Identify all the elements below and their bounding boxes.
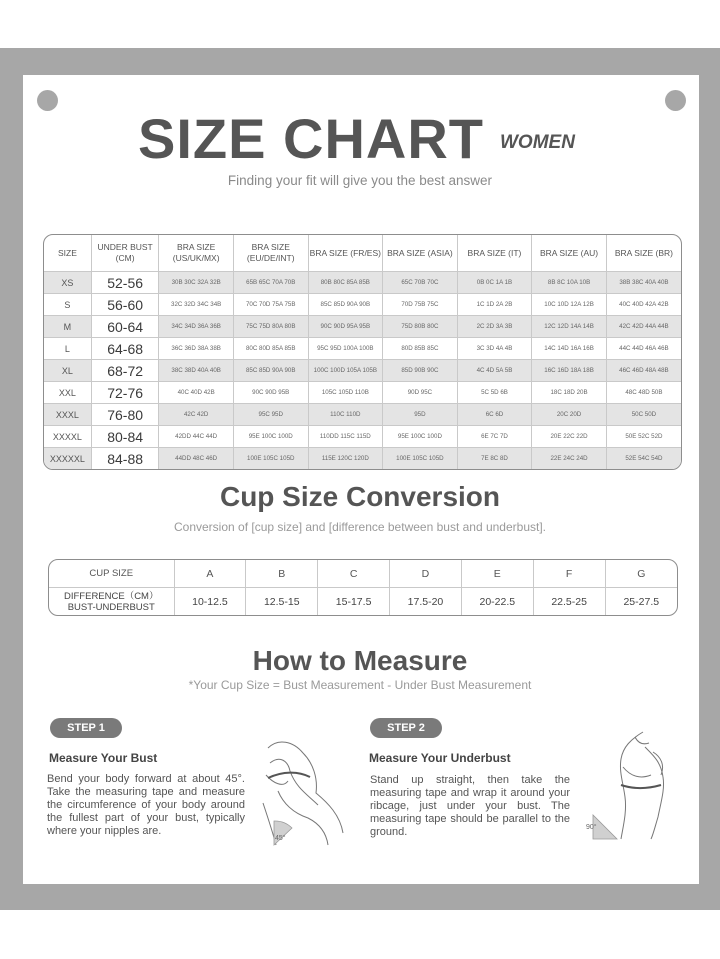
cup-section-title: Cup Size Conversion [219,481,501,512]
size-table-row [44,360,681,382]
bra-size-cell: 65B 65C 70A 70B [233,272,308,294]
bra-size-cell: 95C 95D [233,404,308,426]
bra-size-cell: 3C 3D 4A 4B [457,338,532,360]
bra-size-cell: 50E 52C 52D [606,426,681,448]
step-2-text: Stand up straight, then take the measuring tape and wrap it around your ribcage, just under your bust. The measuring tape should be parallel to the ground. [370,774,570,838]
bra-size-cell: 75D 80B 80C [383,316,458,338]
difference-cell: 12.5-15 [246,588,318,616]
step-1-text: Bend your body forward at about 45°. Take the measuring tape and measure the circumference of your body around the fullest part of your bust, typically where your nipples are. [47,773,245,837]
underbust-measure-illustration-icon [583,727,675,842]
bra-size-cell: 90C 90D 95A 95B [308,316,383,338]
bra-size-cell: 1C 1D 2A 2B [457,294,532,316]
under-bust-cell: 52-56 [91,272,159,294]
size-table-header-cell: SIZE [44,235,91,272]
size-label-cell: XL [44,360,91,382]
bra-size-cell: 18C 18D 20B [532,382,607,404]
size-table-row [44,338,681,360]
cup-size-cell: G [605,560,677,588]
bra-size-cell: 110DD 115C 115D [308,426,383,448]
bra-size-cell: 100E 105C 105D [233,448,308,470]
bra-size-cell: 8B 8C 10A 10B [532,272,607,294]
difference-cell: 17.5-20 [390,588,462,616]
bra-size-cell: 70D 75B 75C [383,294,458,316]
bra-size-cell: 90D 95C [383,382,458,404]
measure-section-subtitle: *Your Cup Size = Bust Measurement - Under Bust Measurement [188,678,532,692]
bra-size-cell: 38B 38C 40A 40B [606,272,681,294]
bra-size-cell: 14C 14D 16A 16B [532,338,607,360]
bra-size-cell: 110C 110D [308,404,383,426]
difference-cell: 20-22.5 [461,588,533,616]
cup-size-label: CUP SIZE [49,560,174,588]
bra-size-cell: 50C 50D [606,404,681,426]
size-table-row [44,404,681,426]
bra-size-cell: 85D 90B 90C [383,360,458,382]
size-table-row [44,316,681,338]
under-bust-cell: 72-76 [91,382,159,404]
cup-size-row [49,560,677,588]
bra-size-cell: 36C 36D 38A 38B [159,338,234,360]
bra-size-cell: 65C 70B 70C [383,272,458,294]
size-table-header-cell: BRA SIZE (US/UK/MX) [159,235,234,272]
bra-size-cell: 16C 16D 18A 18B [532,360,607,382]
pin-right-icon [665,90,686,111]
size-label-cell: XXXXL [44,426,91,448]
bra-size-cell: 7E 8C 8D [457,448,532,470]
size-table-header [44,235,681,272]
size-table-header-cell: BRA SIZE (IT) [457,235,532,272]
bra-size-cell: 90C 90D 95B [233,382,308,404]
bra-size-cell: 2C 2D 3A 3B [457,316,532,338]
bra-size-cell: 100E 105C 105D [383,448,458,470]
under-bust-cell: 84-88 [91,448,159,470]
size-table-header-cell: BRA SIZE (AU) [532,235,607,272]
difference-row [49,588,677,616]
step-2-title: Measure Your Underbust [369,751,511,765]
bra-size-cell: 42C 42D 44A 44B [606,316,681,338]
bra-size-cell: 100C 100D 105A 105B [308,360,383,382]
size-label-cell: XXL [44,382,91,404]
bra-size-cell: 42DD 44C 44D [159,426,234,448]
cup-size-cell: D [390,560,462,588]
bra-size-cell: 12C 12D 14A 14B [532,316,607,338]
size-table-header-cell: BRA SIZE (BR) [606,235,681,272]
size-table-row [44,382,681,404]
cup-section-subtitle: Conversion of [cup size] and [difference between bust and underbust]. [173,520,547,534]
page-title: SIZE CHART [138,107,484,170]
size-table-row [44,294,681,316]
size-table-header-cell: BRA SIZE (ASIA) [383,235,458,272]
pin-left-icon [37,90,58,111]
bra-size-cell: 80C 80D 85A 85B [233,338,308,360]
size-table-row [44,272,681,294]
size-label-cell: L [44,338,91,360]
size-table-header-cell: BRA SIZE (EU/DE/INT) [233,235,308,272]
step-1-title: Measure Your Bust [49,751,158,765]
cup-size-cell: E [461,560,533,588]
bra-size-cell: 80D 85B 85C [383,338,458,360]
difference-cell: 10-12.5 [174,588,246,616]
bust-measure-illustration-icon [258,733,350,848]
cup-size-cell: C [318,560,390,588]
size-table-header-cell: BRA SIZE (FR/ES) [308,235,383,272]
bra-size-cell: 44DD 48C 46D [159,448,234,470]
bra-size-cell: 40C 40D 42B [159,382,234,404]
cup-size-cell: B [246,560,318,588]
measure-section-title: How to Measure [252,645,468,676]
bra-size-cell: 40C 40D 42A 42B [606,294,681,316]
bra-size-cell: 85C 85D 90A 90B [308,294,383,316]
bra-size-cell: 10C 10D 12A 12B [532,294,607,316]
bra-size-cell: 75C 75D 80A 80B [233,316,308,338]
under-bust-cell: 80-84 [91,426,159,448]
size-label-cell: S [44,294,91,316]
cup-table [48,559,678,616]
bra-size-cell: 48C 48D 50B [606,382,681,404]
bra-size-cell: 95C 95D 100A 100B [308,338,383,360]
cup-size-cell: F [533,560,605,588]
difference-label: DIFFERENCE（CM） BUST-UNDERBUST [49,588,174,616]
bra-size-cell: 70C 70D 75A 75B [233,294,308,316]
size-table-row [44,448,681,470]
bra-size-cell: 95E 100C 100D [233,426,308,448]
size-label-cell: XS [44,272,91,294]
step-2-angle: 90° [586,824,597,831]
bra-size-cell: 80B 80C 85A 85B [308,272,383,294]
difference-cell: 25-27.5 [605,588,677,616]
step-2-badge: STEP 2 [370,718,442,738]
bra-size-cell: 5C 5D 6B [457,382,532,404]
bra-size-cell: 42C 42D [159,404,234,426]
under-bust-cell: 64-68 [91,338,159,360]
under-bust-cell: 68-72 [91,360,159,382]
bra-size-cell: 38C 38D 40A 40B [159,360,234,382]
bra-size-cell: 30B 30C 32A 32B [159,272,234,294]
bra-size-cell: 6C 6D [457,404,532,426]
size-label-cell: M [44,316,91,338]
gender-tag: WOMEN [500,132,575,153]
bra-size-cell: 85C 85D 90A 90B [233,360,308,382]
under-bust-cell: 60-64 [91,316,159,338]
bra-size-cell: 95E 100C 100D [383,426,458,448]
difference-cell: 15-17.5 [318,588,390,616]
bra-size-cell: 46C 46D 48A 48B [606,360,681,382]
size-table-header-cell: UNDER BUST (CM) [91,235,159,272]
size-label-cell: XXXL [44,404,91,426]
bra-size-cell: 4C 4D 5A 5B [457,360,532,382]
size-table-row [44,426,681,448]
bra-size-cell: 105C 105D 110B [308,382,383,404]
difference-cell: 22.5-25 [533,588,605,616]
bra-size-cell: 20E 22C 22D [532,426,607,448]
under-bust-cell: 76-80 [91,404,159,426]
step-1-badge: STEP 1 [50,718,122,738]
bra-size-cell: 0B 0C 1A 1B [457,272,532,294]
size-table [43,234,682,470]
cup-size-cell: A [174,560,246,588]
bra-size-cell: 32C 32D 34C 34B [159,294,234,316]
bra-size-cell: 34C 34D 36A 36B [159,316,234,338]
step-1-angle: 45° [275,835,286,842]
bra-size-cell: 6E 7C 7D [457,426,532,448]
size-label-cell: XXXXXL [44,448,91,470]
bra-size-cell: 115E 120C 120D [308,448,383,470]
bra-size-cell: 20C 20D [532,404,607,426]
bra-size-cell: 22E 24C 24D [532,448,607,470]
bra-size-cell: 95D [383,404,458,426]
bra-size-cell: 52E 54C 54D [606,448,681,470]
bra-size-cell: 44C 44D 46A 46B [606,338,681,360]
page-subtitle: Finding your fit will give you the best answer [227,173,493,188]
under-bust-cell: 56-60 [91,294,159,316]
